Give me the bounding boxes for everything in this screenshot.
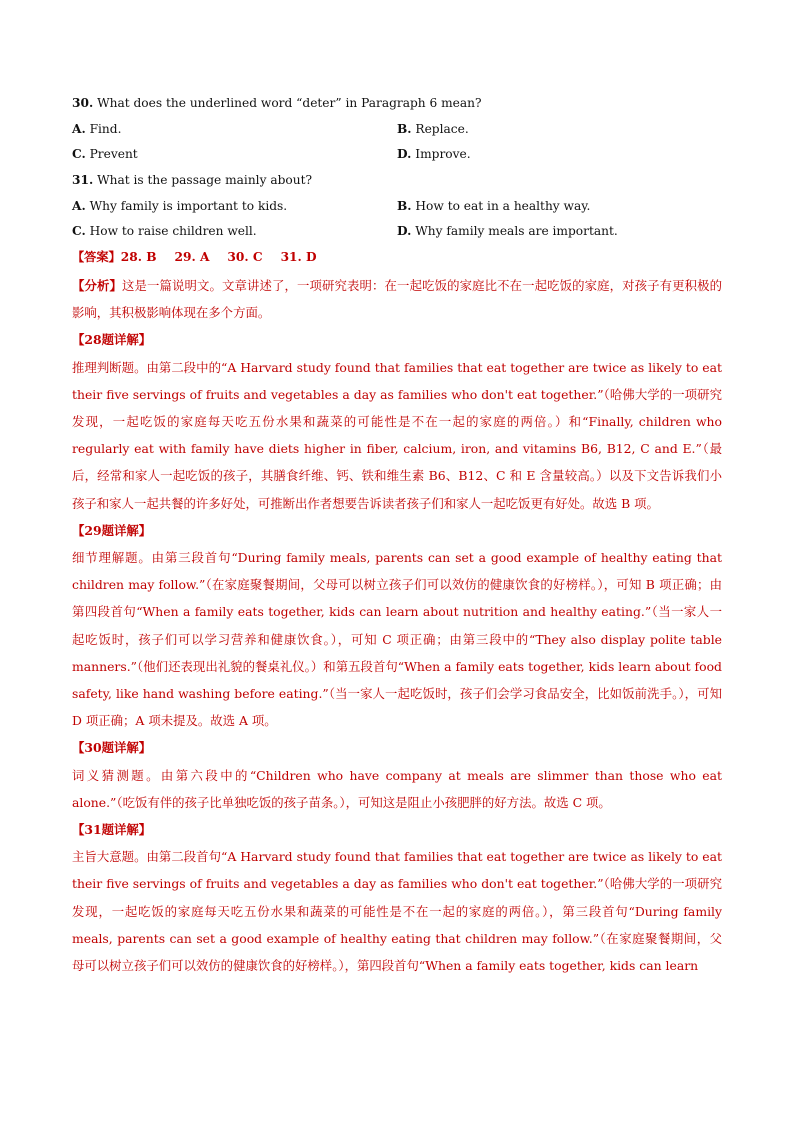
question-number: 31. (72, 173, 94, 187)
detail-28-text: 推理判断题。由第二段中的“A Harvard study found that families that eat together are twice as likely to eat their five servings of fruits and vegetables a day as families who don't eat together.”（哈佛大学的一项研究发现，一起吃饭的家庭每天吃五份水果和蔬菜的可能性是不在一起的家庭的两倍。）和“Finally, children who regularly eat with family have diets higher in fiber, calcium, iron, and vitamins B6, B12, C and E.”（最后，经常和家人一起吃饭的孩子，其膳食纤维、钙、铁和维生素 B6、B12、C 和 E 含量较高。）以及下文告诉我们小孩子和家人一起共餐的许多好处，可推断出作者想要告诉读者孩子们和家人一起吃饭更有好处。故选 B 项。 (72, 359, 722, 511)
analysis-label: 【分析】 (72, 278, 123, 293)
q30-option-b: B. Replace. (397, 122, 469, 136)
answer-label: 【答案】 (72, 250, 121, 264)
answer-item: 29. A (174, 250, 210, 264)
detail-29-heading: 【29题详解】 (72, 522, 152, 538)
detail-30-text: 词义猜测题。由第六段中的“Children who have company at meals are slimmer than those who eat alone.”（吃饭有伴的孩子比单独吃饭的孩子苗条。），可知这是阻止小孩肥胖的好方法。故选 C 项。 (72, 767, 722, 810)
answer-key (72, 248, 335, 265)
q30-option-a: A. Find. (72, 122, 122, 136)
q30-option-c: C. Prevent (72, 147, 138, 161)
analysis-paragraph (72, 272, 722, 326)
question-number: 30. (72, 96, 94, 110)
analysis-text: 这是一篇说明文。文章讲述了，一项研究表明：在一起吃饭的家庭比不在一起吃饭的家庭，对孩子有更积极的影响，其积极影响体现在多个方面。 (72, 278, 723, 321)
q31-option-c: C. How to raise children well. (72, 224, 257, 238)
detail-28-heading: 【28题详解】 (72, 332, 152, 348)
detail-31-text: 主旨大意题。由第二段首句“A Harvard study found that families that eat together are twice as likely to eat their five servings of fruits and vegetables a day as families who don't eat together.”（哈佛大学的一项研究发现，一起吃饭的家庭每天吃五份水果和蔬菜的可能性是不在一起的家庭的两倍。），第三段首句“During family meals, parents can set a good example of healthy eating that children may follow.”（在家庭聚餐期间，父母可以树立孩子们可以效仿的健康饮食的好榜样。），第四段首句“When a family eats together, kids can learn (72, 849, 722, 974)
question-stem: What is the passage mainly about? (97, 173, 313, 187)
answer-item: 31. D (280, 250, 317, 264)
question-30 (72, 95, 482, 111)
detail-29-text: 细节理解题。由第三段首句“During family meals, parents can set a good example of healthy eating that children may follow.”（在家庭聚餐期间，父母可以树立孩子们可以效仿的健康饮食的好榜样。），可知 B 项正确；由第四段首句“When a family eats together, kids can learn about nutrition and healthy eating.”（当一家人一起吃饭时，孩子们可以学习营养和健康饮食。），可知 C 项正确；由第三段中的“They also display polite table manners.”（他们还表现出礼貌的餐桌礼仪。）和第五段首句“When a family eats together, kids learn about food safety, like hand washing before eating.”（当一家人一起吃饭时，孩子们会学习食品安全，比如饭前洗手。），可知 D 项正确；A 项未提及。故选 A 项。 (72, 550, 722, 729)
question-31 (72, 172, 312, 188)
answer-item: 30. C (227, 250, 263, 264)
q30-option-d: D. Improve. (397, 147, 471, 161)
q31-option-b: B. How to eat in a healthy way. (397, 199, 591, 213)
q31-option-d: D. Why family meals are important. (397, 224, 618, 238)
q31-option-a: A. Why family is important to kids. (72, 199, 288, 213)
question-stem: What does the underlined word “deter” in Paragraph 6 mean? (97, 96, 482, 110)
detail-31-heading: 【31题详解】 (72, 822, 152, 838)
answer-item: 28. B (120, 250, 157, 264)
explanation-body (72, 272, 722, 979)
detail-30-heading: 【30题详解】 (72, 740, 152, 756)
